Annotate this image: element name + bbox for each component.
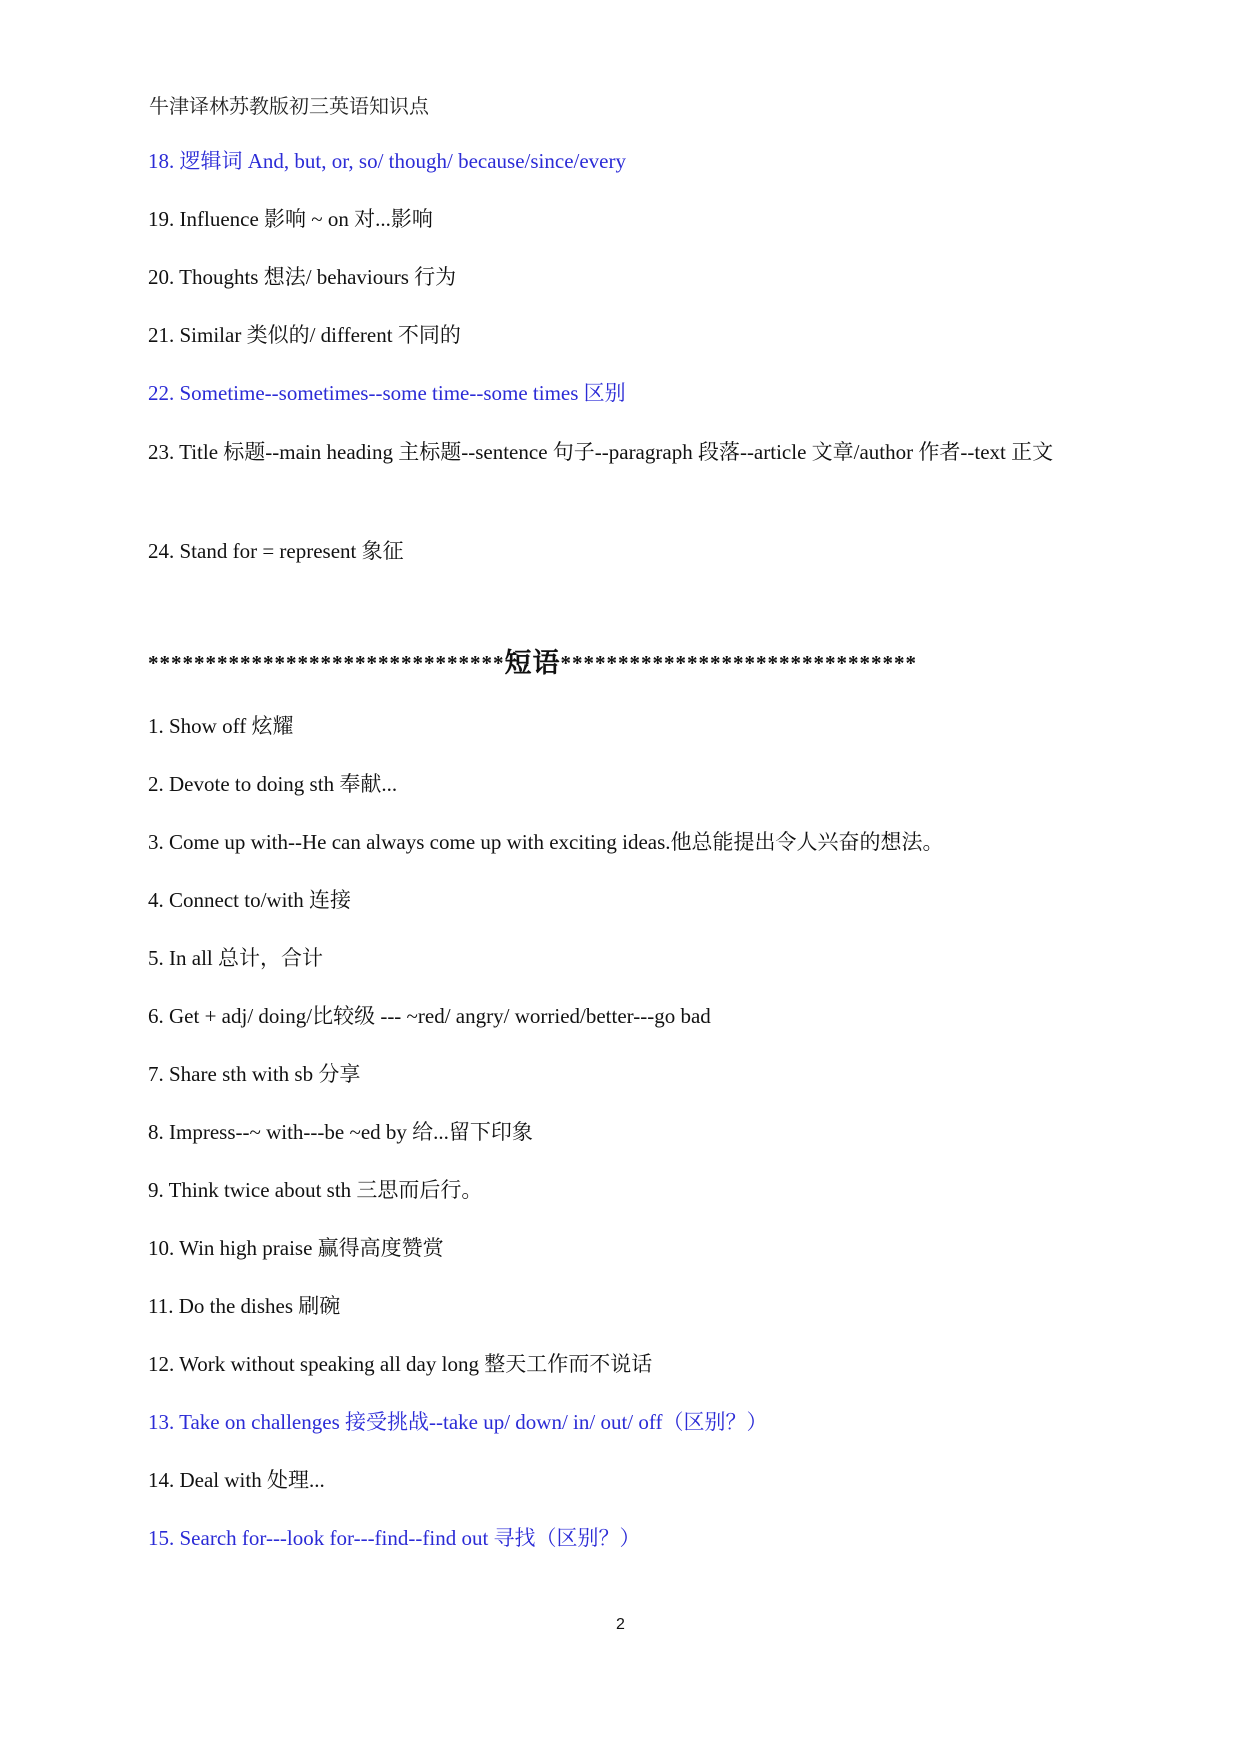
list-item: 3. Come up with--He can always come up with exciting ideas.他总能提出令人兴奋的想法。: [148, 830, 944, 854]
list-item: 10. Win high praise 赢得高度赞赏: [148, 1236, 444, 1260]
list-item: 1. Show off 炫耀: [148, 714, 294, 738]
list-item: 23. Title 标题--main heading 主标题--sentence 句子--paragraph 段落--article 文章/author 作者--text 正文: [148, 440, 1054, 464]
list-item: 22. Sometime--sometimes--some time--some times 区别: [148, 381, 626, 405]
list-item: 19. Influence 影响 ~ on 对...影响: [148, 207, 433, 231]
list-item: 18. 逻辑词 And, but, or, so/ though/ because/since/every: [148, 149, 626, 173]
list-item: 11. Do the dishes 刷碗: [148, 1294, 341, 1318]
section-divider: [148, 646, 917, 681]
list-item: 13. Take on challenges 接受挑战--take up/ down/ in/ out/ off（区别？）: [148, 1410, 768, 1434]
list-item: 9. Think twice about sth 三思而后行。: [148, 1178, 483, 1202]
list-item: 6. Get + adj/ doing/比较级 --- ~red/ angry/ worried/better---go bad: [148, 1004, 711, 1028]
list-item: 24. Stand for = represent 象征: [148, 539, 404, 563]
divider-stars-right: *******************************: [560, 651, 917, 675]
list-item: 7. Share sth with sb 分享: [148, 1062, 361, 1086]
list-item: 21. Similar 类似的/ different 不同的: [148, 323, 461, 347]
list-item: 14. Deal with 处理...: [148, 1468, 325, 1492]
list-item: 15. Search for---look for---find--find out 寻找（区别？）: [148, 1526, 641, 1550]
divider-stars-left: *******************************: [148, 651, 505, 675]
list-item: 8. Impress--~ with---be ~ed by 给...留下印象: [148, 1120, 533, 1144]
page-header: 牛津译林苏教版初三英语知识点: [149, 96, 429, 118]
list-item: 5. In all 总计，合计: [148, 946, 323, 970]
list-item: 20. Thoughts 想法/ behaviours 行为: [148, 265, 457, 289]
list-item: 4. Connect to/with 连接: [148, 888, 351, 912]
list-item: 2. Devote to doing sth 奉献...: [148, 772, 398, 796]
page-number: 2: [616, 1616, 625, 1633]
section-title: 短语: [504, 648, 561, 679]
list-item: 12. Work without speaking all day long 整天工作而不说话: [148, 1352, 653, 1376]
